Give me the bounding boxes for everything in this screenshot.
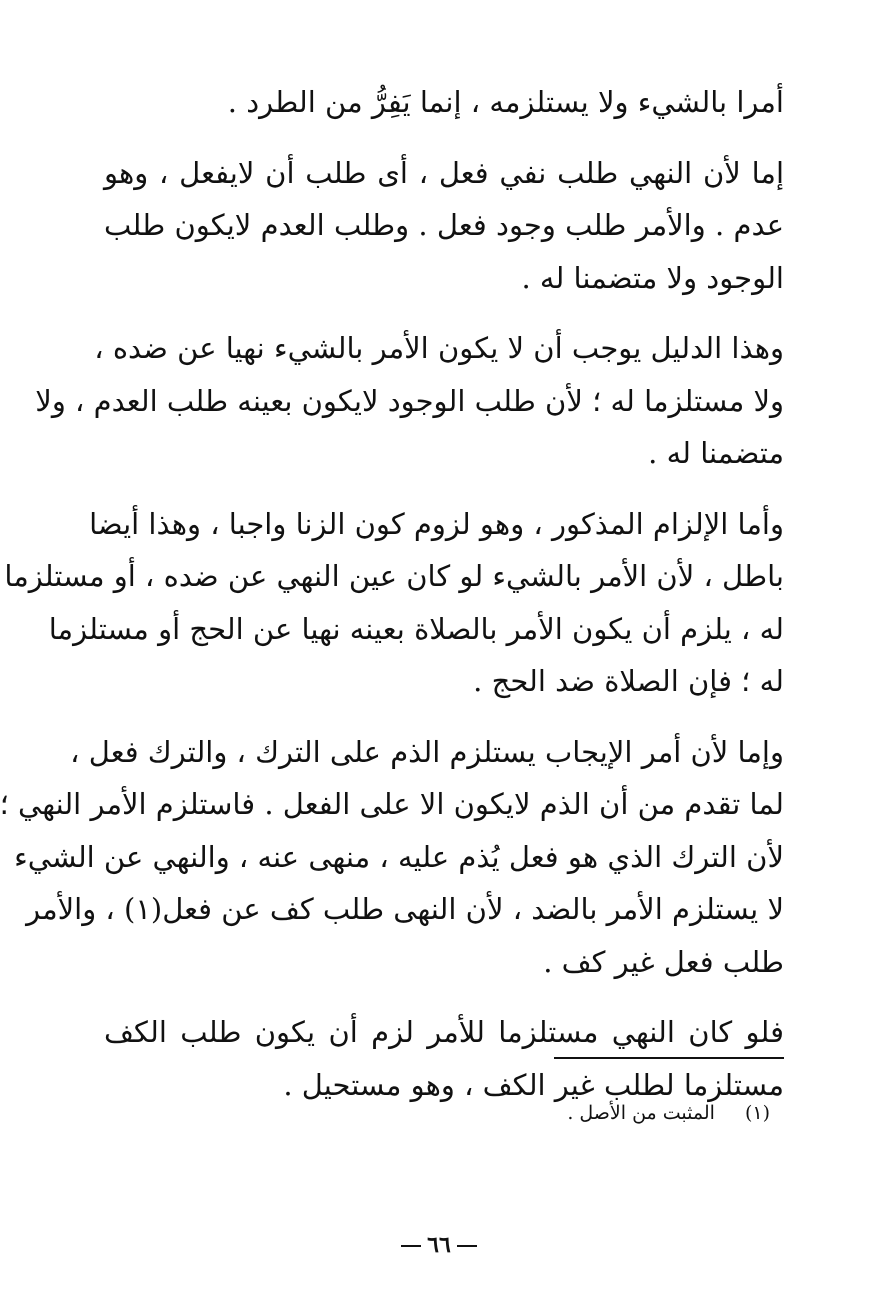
text-line: وإما لأن أمر الإيجاب يستلزم الذم على الترك ، والترك فعل ، <box>70 734 784 769</box>
paragraph-3 <box>35 322 784 480</box>
paragraph-2 <box>104 147 784 305</box>
footnote-text: المثبت من الأصل . <box>567 1102 715 1124</box>
text-line: وهذا الدليل يوجب أن لا يكون الأمر بالشيء نهيا عن ضده ، <box>94 331 784 365</box>
text-line: أمرا بالشيء ولا يستلزمه ، إنما يَفِرُّ من الطرد . <box>227 85 784 119</box>
main-text <box>0 76 784 1129</box>
text-line: فلو كان النهي مستلزما للأمر لزم أن يكون طلب الكف <box>104 1015 784 1049</box>
page-number-dash-icon <box>457 1245 477 1247</box>
text-line: متضمنا له . <box>648 436 784 470</box>
footnote-number: (١) <box>744 1102 770 1124</box>
text-line: لأن الترك الذي هو فعل يُذم عليه ، منهى عنه ، والنهي عن الشيء <box>14 839 784 874</box>
footnote-divider <box>554 1057 784 1059</box>
text-line: طلب فعل غير كف . <box>543 944 784 979</box>
page-number <box>0 1228 878 1262</box>
footnote <box>567 1098 770 1128</box>
text-line: له ، يلزم أن يكون الأمر بالصلاة بعينه نهيا عن الحج أو مستلزما <box>48 611 784 646</box>
text-line: باطل ، لأن الأمر بالشيء لو كان عين النهي عن ضده ، أو مستلزما <box>4 559 784 593</box>
paragraph-1 <box>104 76 784 129</box>
text-line: إما لأن النهي طلب نفي فعل ، أى طلب أن لايفعل ، وهو <box>104 155 784 190</box>
text-line: له ؛ فإن الصلاة ضد الحج . <box>473 664 784 698</box>
paragraph-4 <box>4 498 784 708</box>
text-line: وأما الإلزام المذكور ، وهو لزوم كون الزنا واجبا ، وهذا أيضا <box>89 506 784 541</box>
page-number-dash-icon <box>401 1245 421 1247</box>
text-line: الوجود ولا متضمنا له . <box>521 260 784 295</box>
text-line: ولا مستلزما له ؛ لأن طلب الوجود لايكون بعينه طلب العدم ، ولا <box>35 383 784 418</box>
text-line: مستلزما لطلب غير الكف ، وهو مستحيل . <box>283 1067 784 1102</box>
text-line: لا يستلزم الأمر بالضد ، لأن النهى طلب كف عن فعل(١) ، والأمر <box>26 892 784 926</box>
text-line: عدم . والأمر طلب وجود فعل . وطلب العدم لايكون طلب <box>104 208 784 242</box>
text-line: لما تقدم من أن الذم لايكون الا على الفعل . فاستلزم الأمر النهي ؛ <box>0 787 784 821</box>
page-number-value: ٦٦ <box>427 1232 451 1258</box>
paragraph-5 <box>0 726 784 989</box>
